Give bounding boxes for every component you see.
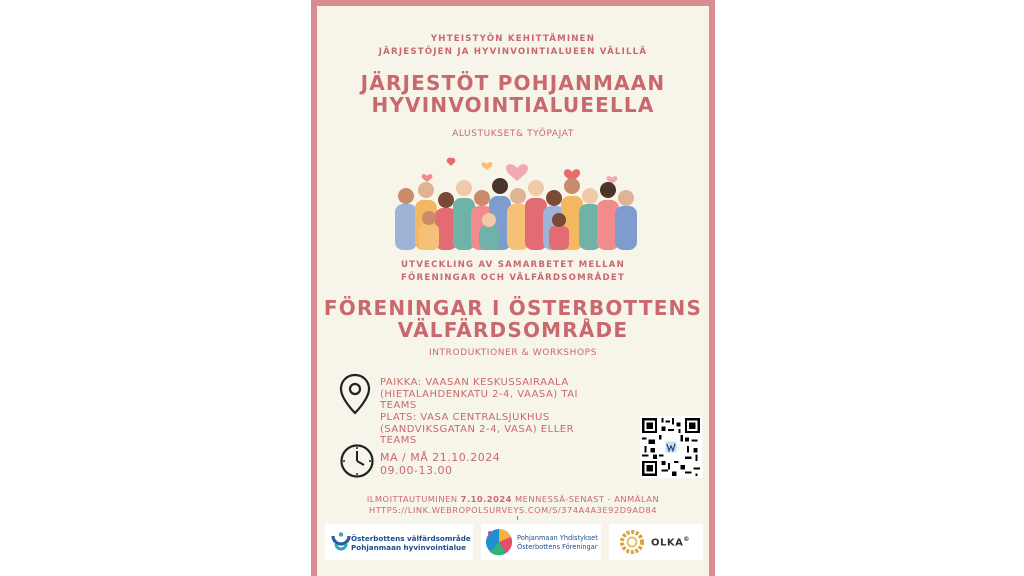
yhdistykset-line2: Österbottens Föreningar bbox=[517, 543, 598, 551]
swedish-tagline: INTRODUKTIONER & WORKSHOPS bbox=[428, 348, 598, 358]
swedish-subtitle-line1: UTVECKLING AV SAMARBETET MELLAN bbox=[400, 260, 626, 270]
location-fi-line1: PAIKKA: VAASAN KESKUSSAIRAALA bbox=[380, 377, 569, 388]
finnish-tagline: ALUSTUKSET& TYÖPAJAT bbox=[452, 129, 574, 139]
swedish-title-line2: VÄLFÄRDSOMRÅDE bbox=[397, 318, 629, 342]
osterbotten-line2: Pohjanmaan hyvinvointialue bbox=[351, 543, 467, 552]
event-date: MA / MÅ 21.10.2024 bbox=[380, 451, 501, 464]
location-finnish bbox=[380, 377, 650, 412]
yhdistykset-line1: Pohjanmaan Yhdistykset bbox=[517, 534, 598, 542]
olka-label: OLKA bbox=[651, 537, 684, 549]
swedish-subtitle-line2: FÖRENINGAR OCH VÄLFÄRDSOMRÅDET bbox=[400, 272, 626, 283]
people-group bbox=[395, 178, 637, 250]
finnish-title bbox=[317, 72, 709, 116]
heart-icon bbox=[447, 158, 456, 166]
registration-line bbox=[317, 494, 709, 504]
finnish-subtitle-line1: YHTEISTYÖN KEHITTÄMINEN bbox=[430, 34, 596, 44]
crowd-illustration bbox=[387, 154, 647, 250]
map-pin-icon bbox=[339, 373, 371, 417]
yhdistykset-logo bbox=[481, 524, 601, 560]
finnish-subtitle-line2: JÄRJESTÖJEN JA HYVINVOINTIALUEEN VÄLILLÄ bbox=[378, 46, 648, 57]
swedish-title bbox=[317, 297, 709, 341]
swedish-title-line1: FÖRENINGAR I ÖSTERBOTTENS bbox=[323, 296, 703, 320]
heart-icon bbox=[422, 174, 433, 182]
welfare-area-logo-icon bbox=[330, 531, 352, 553]
finnish-title-line2: HYVINVOINTIALUEELLA bbox=[371, 93, 655, 117]
divider bbox=[517, 516, 518, 520]
location-swedish bbox=[380, 412, 620, 447]
osterbotten-logo bbox=[325, 524, 473, 560]
olka-logo-icon bbox=[619, 529, 645, 555]
osterbotten-line1: Österbottens välfärdsområde bbox=[351, 534, 471, 543]
registration-suffix: MENNESSÄ-SENAST - ANMÄLAN bbox=[511, 494, 660, 504]
olka-logo bbox=[609, 524, 703, 560]
location-fi-line3: TEAMS bbox=[380, 400, 417, 411]
clock-icon bbox=[339, 443, 375, 479]
location-sv-line3: TEAMS bbox=[380, 435, 417, 446]
registration-prefix: ILMOITTAUTUMINEN bbox=[366, 494, 461, 504]
finnish-subtitle bbox=[317, 33, 709, 58]
heart-icon bbox=[506, 164, 528, 181]
heart-icon bbox=[482, 162, 493, 170]
olka-mark: ® bbox=[683, 536, 690, 543]
finnish-title-line1: JÄRJESTÖT POHJANMAAN bbox=[360, 71, 666, 95]
location-sv-line2: (SANDVIKSGATAN 2-4, VASA) ELLER bbox=[380, 423, 575, 435]
registration-deadline: 7.10.2024 bbox=[460, 494, 512, 504]
location-fi-line2: (HIETALAHDENKATU 2-4, VAASA) TAI bbox=[380, 388, 579, 400]
qr-code[interactable] bbox=[640, 416, 702, 478]
event-time: 09.00-13.00 bbox=[380, 464, 453, 477]
event-poster bbox=[311, 0, 715, 576]
location-sv-line1: PLATS: VASA CENTRALSJUKHUS bbox=[380, 412, 550, 423]
swedish-subtitle bbox=[317, 259, 709, 284]
registration-link[interactable]: HTTPS://LINK.WEBROPOLSURVEYS.COM/S/374A4A3E92D9AD84 bbox=[368, 505, 658, 515]
yhdistykset-logo-icon bbox=[484, 527, 514, 557]
